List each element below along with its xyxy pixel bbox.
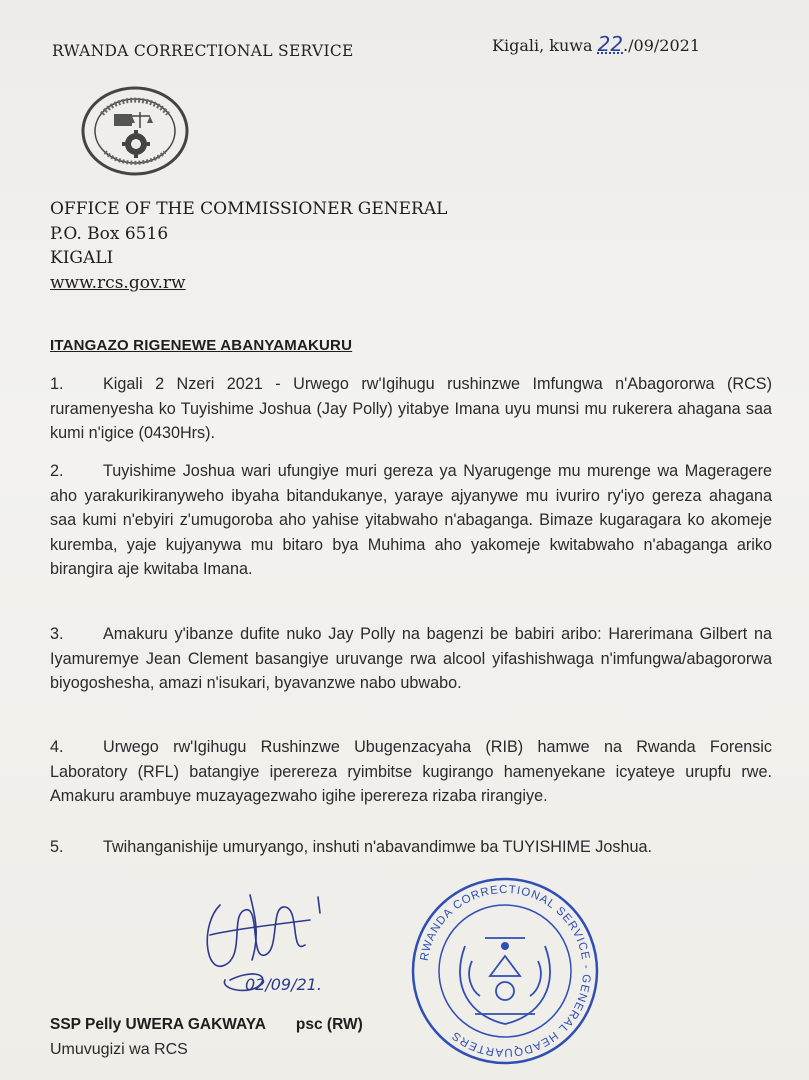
paragraph-4 xyxy=(50,735,772,809)
date-suffix: ./09/2021 xyxy=(623,36,700,55)
date-prefix: Kigali, kuwa xyxy=(492,36,593,55)
signature-date: 02/09/21. xyxy=(245,975,322,994)
paragraph-number: 3. xyxy=(50,625,64,643)
date-line xyxy=(492,32,700,56)
paragraph-1 xyxy=(50,372,772,446)
rcs-emblem-icon xyxy=(80,86,190,176)
paragraph-text: Twihanganishije umuryango, inshuti n'abavandimwe ba TUYISHIME Joshua. xyxy=(103,838,652,856)
paragraph-3 xyxy=(50,622,772,696)
handwritten-signature-icon xyxy=(190,885,350,1005)
office-address xyxy=(50,197,447,295)
paragraph-text: Tuyishime Joshua wari ufungiye muri gereza ya Nyarugenge mu murenge wa Mageragere aho yarakurikiranyweho ibyaha bitandukanye, yaraye ajyanywe mu ivuriro ry'iyo gereza ahagana saa kumi n'ebyiri z'umugoroba aho yahise yitabwaho n'abaganga. Bimaze kugaragara ko akomeje kuremba, yaje kujyanywa mu bitaro bya Muhima aho yakomeje kwitabwaho n'abaganga ariko birangira aje kwitaba Imana. xyxy=(50,462,772,579)
stamp-text: RWANDA CORRECTIONAL SERVICE - GENERAL HEADQUARTERS xyxy=(418,883,593,1059)
svg-text:RWANDA CORRECTIONAL SERVICE - xyxy=(419,884,592,1058)
signatory-role: Umuvugizi wa RCS xyxy=(50,1041,188,1058)
website-link[interactable]: www.rcs.gov.rw xyxy=(50,272,186,293)
official-stamp-icon xyxy=(410,876,600,1066)
paragraph-text: Kigali 2 Nzeri 2021 - Urwego rw'Igihugu rushinzwe Imfungwa n'Abagororwa (RCS) ruramenyesha ko Tuyishime Joshua (Jay Polly) yitabye Imana uyu munsi mu rukerera ahagana saa kumi n'igice (0430Hrs). xyxy=(50,375,772,443)
paragraph-number: 5. xyxy=(50,838,64,856)
paragraph-5 xyxy=(50,835,772,860)
paragraph-number: 4. xyxy=(50,738,64,756)
paragraph-text: Urwego rw'Igihugu Rushinzwe Ubugenzacyaha (RIB) hamwe na Rwanda Forensic Laboratory (RFL) batangiye iperereza ryimbitse kugirango hamenyekane icyateye urupfu rwe. Amakuru arambuye muzayagezwaho igihe iperereza rizaba rirangiye. xyxy=(50,738,772,806)
city: KIGALI xyxy=(50,248,114,268)
date-day-handwritten: 22 xyxy=(597,32,624,56)
paragraph-number: 2. xyxy=(50,462,64,480)
po-box: P.O. Box 6516 xyxy=(50,223,169,244)
document-title: ITANGAZO RIGENEWE ABANYAMAKURU xyxy=(50,337,353,354)
paragraph-text: Amakuru y'ibanze dufite nuko Jay Polly na bagenzi be babiri aribo: Harerimana Gilbert na Iyamuremye Jean Clement basangiye uruvange rwa alcool yifashishwaga n'imfungwa/abagororwa biyogoshesha, amazi n'isukari, byavanzwe nabo ubwabo. xyxy=(50,625,772,693)
office-name: OFFICE OF THE COMMISSIONER GENERAL xyxy=(50,199,448,219)
organization-header: RWANDA CORRECTIONAL SERVICE xyxy=(52,42,354,60)
paragraph-2 xyxy=(50,459,772,582)
paragraph-number: 1. xyxy=(50,375,64,393)
signatory-credential: psc (RW) xyxy=(295,1016,363,1033)
signatory-name: SSP Pelly UWERA GAKWAYA xyxy=(50,1016,266,1033)
signatory-name-line xyxy=(50,1016,363,1034)
